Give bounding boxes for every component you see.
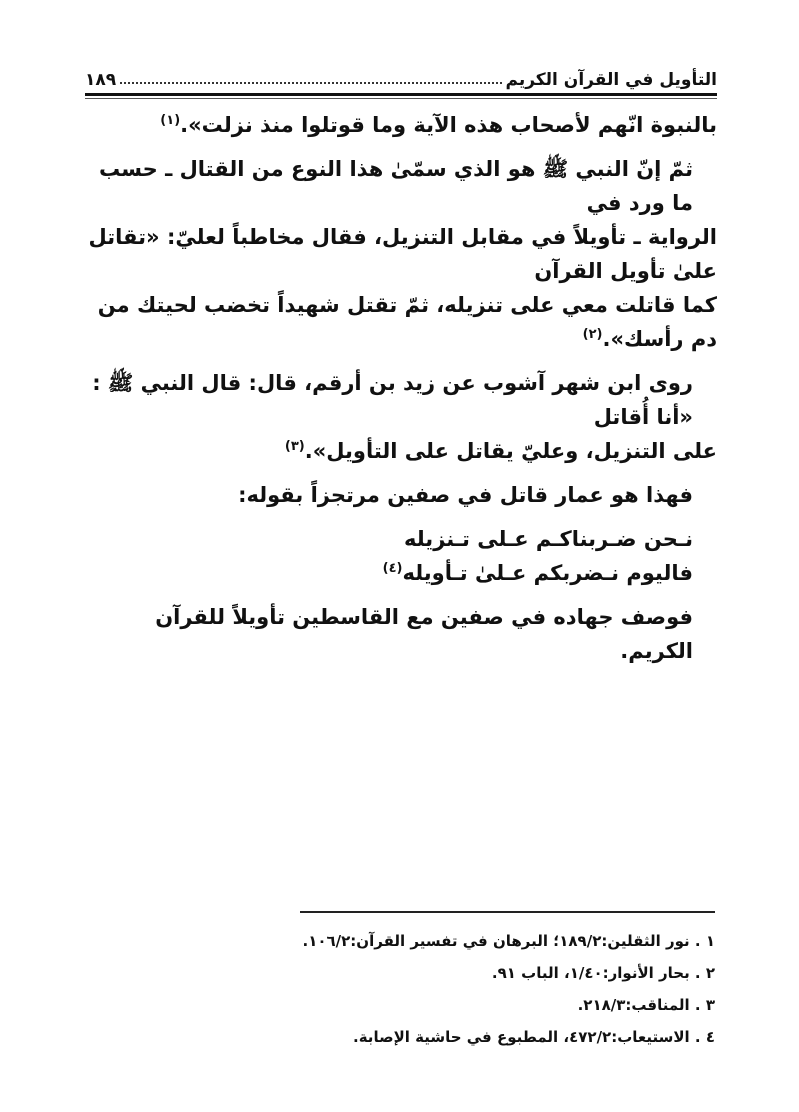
body-line: كما قاتلت معي على تنزيله، ثمّ تقتل شهيداً تخضب لحيتك من دم رأسك».$^{(٢)}$ [97,293,717,351]
footnote-ref[interactable]: (١) [160,113,181,128]
footnote: ٣ . المناقب:٢١٨/٣. [577,996,715,1014]
footnote-ref[interactable]: (٤) [382,561,403,576]
body-line: الرواية ـ تأويلاً في مقابل التنزيل، فقال مخاطباً لعليّ: «تقاتل علىٰ تأويل القرآن [88,225,717,283]
body-line: فوصف جهاده في صفين مع القاسطين تأويلاً للقرآن الكريم. [155,605,693,663]
verse-first-hemistich: نـحن ضـربناكـم عـلى تـنزيله [404,527,693,551]
header-title: التأويل في القرآن الكريم [505,70,717,90]
header-dot-leader [120,82,501,84]
header-rule [85,93,717,96]
footnote-rule [300,911,715,913]
page-number: ١٨٩ [85,70,117,90]
body-line: على التنزيل، وعليّ يقاتل على التأويل».$^{(٣)}$ [284,439,717,463]
footnote: ٤ . الاستيعاب:٤٧٢/٢، المطبوع في حاشية الإصابة. [353,1028,715,1046]
body-line: روى ابن شهر آشوب عن زيد بن أرقم، قال: قال النبي ﷺ : «أنا أُقاتل [92,371,693,429]
footnote: ١ . نور الثقلين:١٨٩/٢؛ البرهان في تفسير القرآن:١٠٦/٢. [302,932,715,950]
body-line: فهذا هو عمار قاتل في صفين مرتجزاً بقوله: [238,483,693,507]
running-header [85,60,717,90]
header-rule-thin [85,98,717,99]
body-line: ثمّ إنّ النبي ﷺ هو الذي سمّىٰ هذا النوع من القتال ـ حسب ما ورد في [99,157,693,215]
footnotes [85,925,715,1053]
body-line: بالنبوة انّهم لأصحاب هذه الآية وما قوتلوا منذ نزلت».$^{(١)}$ [160,113,717,137]
footnote-ref[interactable]: (٣) [284,439,305,454]
footnote: ٢ . بحار الأنوار:١/٤٠، الباب ٩١. [491,964,715,982]
footnote-ref[interactable]: (٢) [582,327,603,342]
verse-second-hemistich: فاليوم نـضربكم عـلىٰ تـأويله$^{(٤)}$ [382,561,693,585]
verse [85,522,717,590]
body-text [85,108,717,668]
